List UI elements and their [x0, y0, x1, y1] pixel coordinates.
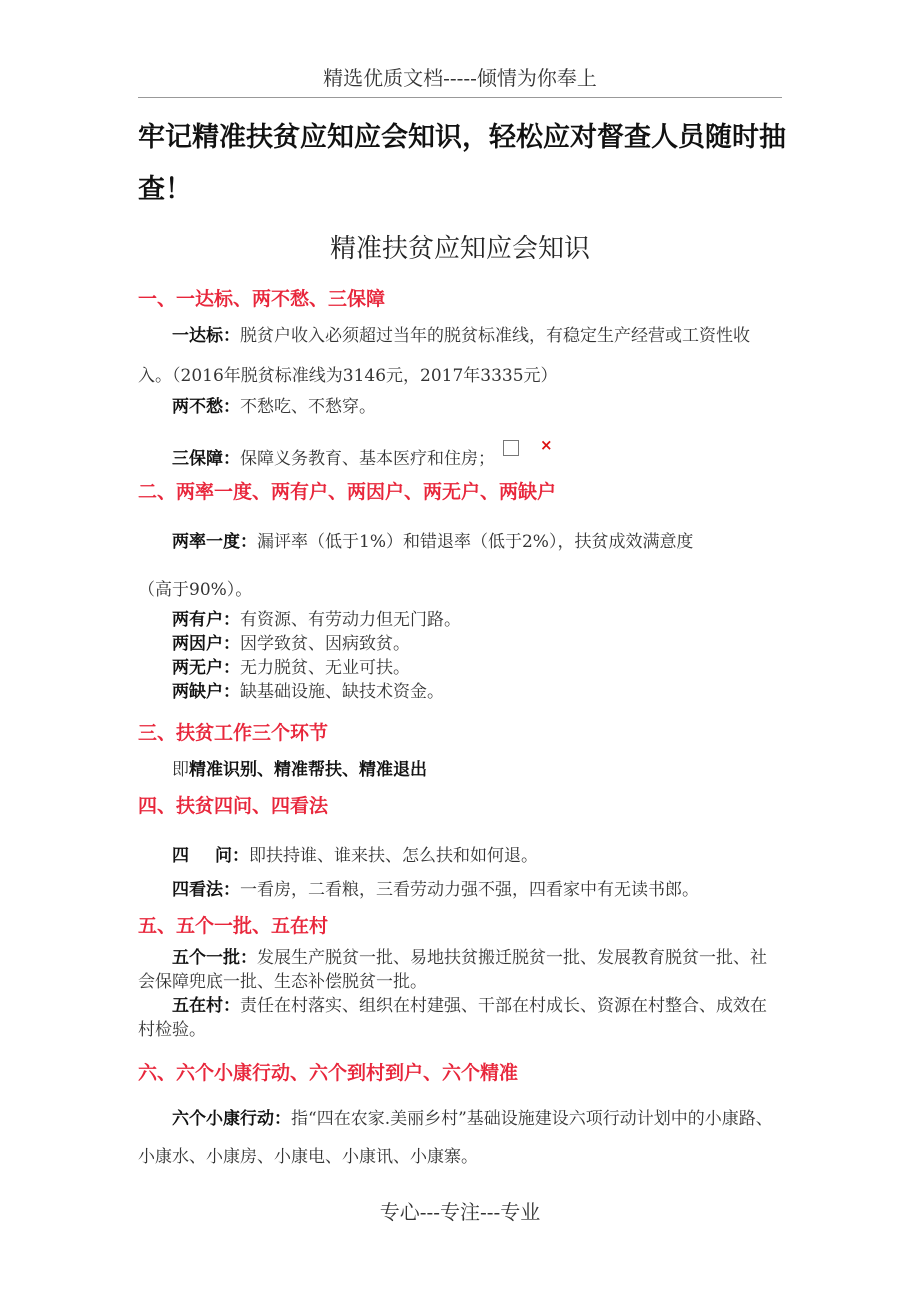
list-item	[138, 632, 778, 656]
section-4-para-1	[138, 841, 778, 866]
section-4-heading: 四、扶贫四问、四看法	[138, 795, 329, 817]
term-text: 发展生产脱贫一批、易地扶贫搬迁脱贫一批、发展教育脱贫一批、社会保障兜底一批、生态补偿脱贫一批。	[138, 948, 767, 992]
section-1-para-2	[138, 392, 778, 417]
section-5-para-2	[138, 994, 778, 1042]
term-text: 指“四在农家.美丽乡村”基础设施建设六项行动计划中的小康路、小康水、小康房、小康电、小康讯、小康寨。	[138, 1109, 773, 1167]
page-footer: 专心---专注---专业	[379, 1200, 541, 1224]
term-label: 一达标：	[172, 326, 240, 346]
term-label: 两有户：	[172, 610, 240, 630]
document-title: 牢记精准扶贫应知应会知识，轻松应对督查人员随时抽查！	[138, 122, 786, 205]
term-text: 不愁吃、不愁穿。	[240, 397, 376, 417]
term-text: 责任在村落实、组织在村建强、干部在村成长、资源在村整合、成效在村检验。	[138, 996, 767, 1040]
term-label: 三保障：	[172, 449, 240, 469]
section-6-heading: 六、六个小康行动、六个到村到户、六个精准	[138, 1062, 519, 1084]
section-1-para-1	[138, 316, 778, 396]
section-6-para-1	[138, 1100, 778, 1176]
section-2-para-1	[138, 527, 778, 552]
list-item	[138, 680, 778, 704]
section-5-para-1	[138, 946, 778, 994]
page-header: 精选优质文档-----倾情为你奉上	[138, 62, 782, 98]
section-3-heading: 三、扶贫工作三个环节	[138, 722, 329, 744]
term-label: 两因户：	[172, 634, 240, 654]
section-2-list	[138, 608, 778, 704]
section-5-heading: 五、五个一批、五在村	[138, 915, 329, 937]
list-item	[138, 608, 778, 632]
term-label: 五在村：	[172, 996, 240, 1016]
term-text: 即扶持谁、谁来扶、怎么扶和如何退。	[249, 846, 538, 866]
term-label: 两无户：	[172, 658, 240, 678]
section-4-para-2	[138, 875, 778, 900]
term-text: 有资源、有劳动力但无门路。	[240, 610, 461, 630]
term-text: 漏评率（低于1%）和错退率（低于2%），扶贫成效满意度	[257, 532, 694, 552]
section-1-para-3	[138, 440, 778, 469]
term-prefix: 即	[172, 760, 189, 780]
list-item	[138, 656, 778, 680]
section-2-para-1-cont: （高于90%）。	[138, 580, 253, 600]
term-label: 精准识别、精准帮扶、精准退出	[189, 760, 427, 780]
document-subtitle: 精准扶贫应知应会知识	[329, 234, 590, 264]
term-label: 两不愁：	[172, 397, 240, 417]
term-label: 两缺户：	[172, 682, 240, 702]
section-1-heading: 一、一达标、两不愁、三保障	[138, 288, 386, 310]
term-text: 一看房，二看粮，三看劳动力强不强，四看家中有无读书郎。	[240, 880, 699, 900]
term-label: 四看法：	[172, 880, 240, 900]
term-label: 四	[172, 846, 189, 866]
term-label: 五个一批：	[172, 948, 257, 968]
term-label: 六个小康行动：	[172, 1109, 291, 1129]
section-2-heading: 二、两率一度、两有户、两因户、两无户、两缺户	[138, 481, 557, 503]
term-label: 问：	[215, 846, 249, 866]
broken-image-icon	[503, 440, 519, 456]
term-text: 因学致贫、因病致贫。	[240, 634, 410, 654]
term-label: 两率一度：	[172, 532, 257, 552]
term-text: 无力脱贫、无业可扶。	[240, 658, 410, 678]
section-3-para	[138, 755, 778, 780]
term-text: 缺基础设施、缺技术资金。	[240, 682, 444, 702]
term-text: 保障义务教育、基本医疗和住房；	[240, 449, 495, 469]
term-text: 脱贫户收入必须超过当年的脱贫标准线，有稳定生产经营或工资性收入。（2016年脱贫标准线为3146元，2017年3335元）	[138, 326, 750, 386]
